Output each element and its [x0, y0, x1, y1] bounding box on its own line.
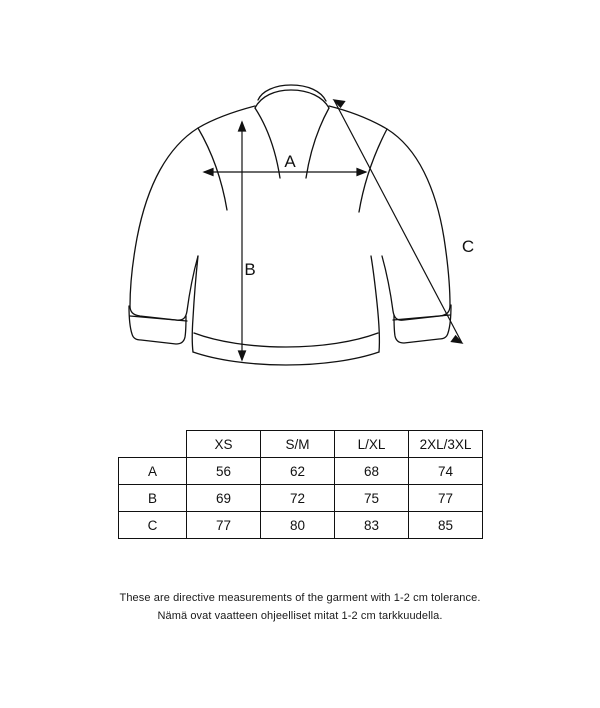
table-row: [119, 485, 483, 512]
cell-b-sm: 72: [261, 485, 335, 512]
sweatshirt-illustration: [0, 60, 600, 400]
cell-c-sm: 80: [261, 512, 335, 539]
column-header-2xl3xl: 2XL/3XL: [409, 431, 483, 458]
table-corner-cell: [119, 431, 187, 458]
cell-a-2xl3xl: 74: [409, 458, 483, 485]
column-header-lxl: L/XL: [335, 431, 409, 458]
size-table: [118, 430, 483, 539]
measurement-label-a: A: [284, 152, 296, 171]
cell-a-xs: 56: [187, 458, 261, 485]
note-line-english: These are directive measurements of the garment with 1-2 cm tolerance.: [119, 592, 481, 604]
measurement-label-b: B: [244, 260, 256, 279]
table-header-row: [119, 431, 483, 458]
row-label-c: C: [119, 512, 187, 539]
cell-c-2xl3xl: 85: [409, 512, 483, 539]
note-line-finnish: Nämä ovat vaatteen ohjeelliset mitat 1-2 cm tarkkuudella.: [157, 610, 443, 622]
cell-a-lxl: 68: [335, 458, 409, 485]
cell-c-lxl: 83: [335, 512, 409, 539]
column-header-xs: XS: [187, 431, 261, 458]
row-label-a: A: [119, 458, 187, 485]
table-row: [119, 512, 483, 539]
cell-a-sm: 62: [261, 458, 335, 485]
row-label-b: B: [119, 485, 187, 512]
table-row: [119, 458, 483, 485]
garment-diagram: [0, 60, 600, 400]
size-table-wrapper: [118, 430, 482, 539]
cell-b-2xl3xl: 77: [409, 485, 483, 512]
cell-c-xs: 77: [187, 512, 261, 539]
column-header-sm: S/M: [261, 431, 335, 458]
cell-b-xs: 69: [187, 485, 261, 512]
cell-b-lxl: 75: [335, 485, 409, 512]
measurement-notes: [0, 592, 600, 628]
measurement-label-c: C: [461, 237, 475, 256]
